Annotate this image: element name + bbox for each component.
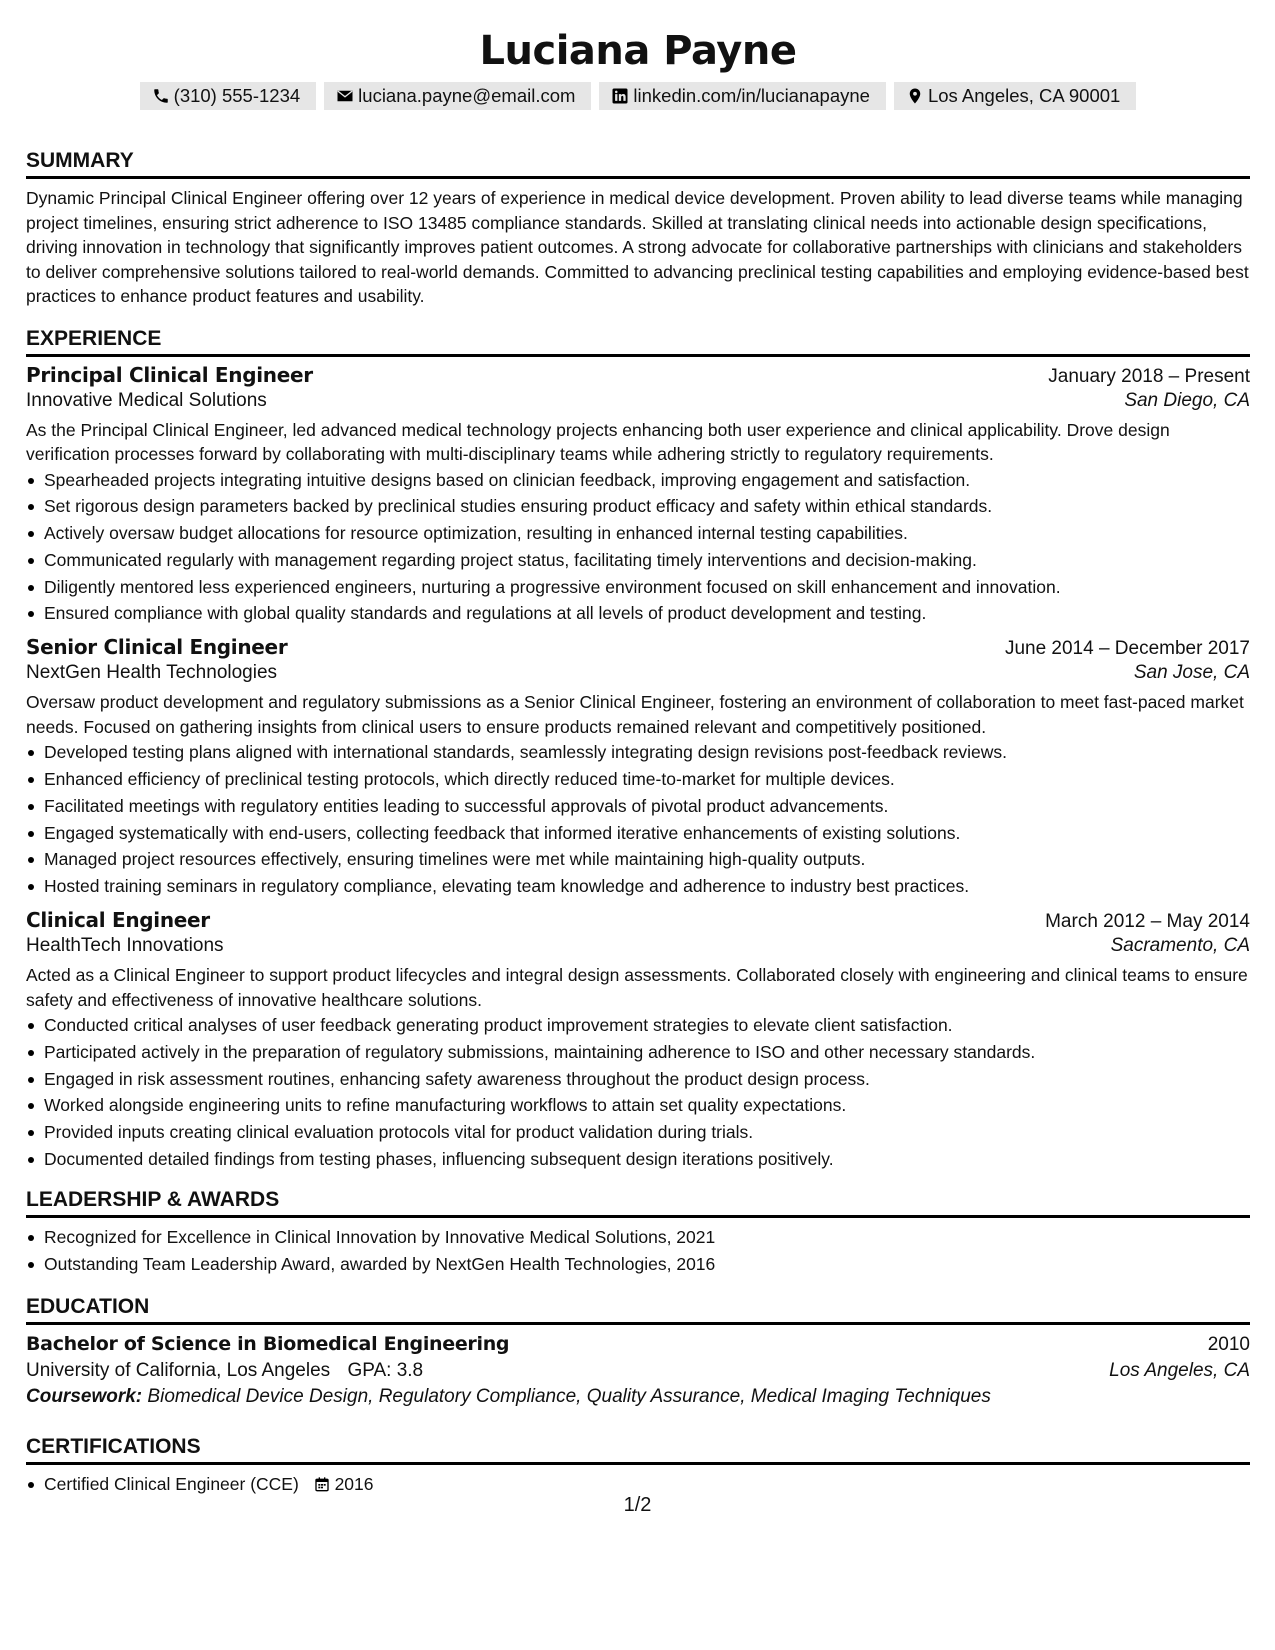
linkedin-text: linkedin.com/in/lucianapayne (633, 85, 870, 106)
list-item: Participated actively in the preparation of regulatory submissions, maintaining adherence to ISO and other necessary standards. (44, 1039, 1250, 1066)
list-item: Provided inputs creating clinical evaluation protocols vital for product validation during trials. (44, 1119, 1250, 1146)
list-item: Developed testing plans aligned with international standards, seamlessly integrating design revisions post-feedback reviews. (44, 739, 1250, 766)
coursework-label: Coursework: (26, 1386, 143, 1408)
education-subheader (26, 1360, 1250, 1382)
job-dates: March 2012 – May 2014 (1045, 911, 1250, 933)
section-divider (26, 1322, 1250, 1325)
job-description: Acted as a Clinical Engineer to support product lifecycles and integral design assessments. Collaborated closely with engineering and clinical teams to ensure safety and effectiveness of innovative healthcare solutions. (26, 965, 1248, 1010)
school-name: University of California, Los Angeles (26, 1360, 331, 1382)
list-item: Conducted critical analyses of user feedback generating product improvement strategies to elevate client satisfaction. (44, 1012, 1250, 1039)
job-subheader (26, 662, 1250, 684)
section-divider (26, 354, 1250, 357)
job-bullets (26, 467, 1250, 628)
section-title: SUMMARY (26, 149, 134, 172)
list-item: Engaged in risk assessment routines, enhancing safety awareness throughout the product design process. (44, 1066, 1250, 1093)
resume-page (26, 0, 1250, 1500)
summary-text: Dynamic Principal Clinical Engineer offering over 12 years of experience in medical device development. Proven ability to lead diverse teams while managing project timelines, ensuring strict adherence to ISO 13485 compliance standards. Skilled at translating clinical needs into actionable design specifications, driving innovation in technology that significantly improves patient outcomes. A strong advocate for collaborative partnerships with clinicians and stakeholders to deliver comprehensive solutions tailored to real-world demands. Committed to advancing preclinical testing capabilities and employing evidence-based best practices to enhance product features and usability. (26, 188, 1249, 306)
education-header (26, 1333, 1250, 1356)
certification-name: Certified Clinical Engineer (CCE) (44, 1474, 299, 1495)
job-description: Oversaw product development and regulatory submissions as a Senior Clinical Engineer, fostering an environment of collaboration to meet fast-paced market needs. Focused on gathering insights from clinical users to ensure products remained relevant and competitively positioned. (26, 692, 1244, 737)
phone-text: (310) 555-1234 (173, 85, 301, 106)
awards-list (26, 1224, 1250, 1278)
job-title: Principal Clinical Engineer (26, 362, 313, 387)
coursework-list: Biomedical Device Design, Regulatory Compliance, Quality Assurance, Medical Imaging Techniques (147, 1386, 991, 1408)
map-pin-icon (906, 87, 924, 105)
contact-phone[interactable] (140, 82, 317, 110)
list-item: Engaged systematically with end-users, collecting feedback that informed iterative enhancements of existing solutions. (44, 820, 1250, 847)
email-text: luciana.payne@email.com (358, 85, 576, 106)
certification-year: 2016 (334, 1474, 374, 1495)
job-bullets (26, 739, 1250, 900)
job-subheader (26, 390, 1250, 412)
section-title: CERTIFICATIONS (26, 1435, 201, 1459)
job-header (26, 908, 1250, 933)
education-section (26, 1292, 1250, 1408)
job-dates: June 2014 – December 2017 (1004, 638, 1250, 660)
job-dates: January 2018 – Present (1048, 365, 1250, 387)
job-location: San Jose, CA (1133, 662, 1250, 684)
contact-email[interactable] (324, 82, 591, 110)
section-divider (26, 1215, 1250, 1218)
job-entry (26, 908, 1250, 1173)
list-item: Facilitated meetings with regulatory entities leading to successful approvals of pivotal product advancements. (44, 793, 1250, 820)
list-item: Communicated regularly with management regarding project status, facilitating timely interventions and decision-making. (44, 547, 1250, 574)
job-header (26, 363, 1250, 388)
list-item: Diligently mentored less experienced engineers, nurturing a progressive environment focused on skill enhancement and innovation. (44, 574, 1250, 601)
section-title: EXPERIENCE (26, 326, 162, 350)
list-item: Worked alongside engineering units to refine manufacturing workflows to attain set quality expectations. (44, 1092, 1250, 1119)
section-title: LEADERSHIP & AWARDS (26, 1187, 280, 1211)
certifications-section (26, 1432, 1250, 1500)
experience-section (26, 324, 1250, 1173)
envelope-icon (336, 87, 354, 105)
summary-section (26, 146, 1250, 309)
job-entry (26, 635, 1250, 900)
list-item: Managed project resources effectively, ensuring timelines were met while maintaining high-quality outputs. (44, 846, 1250, 873)
coursework (26, 1386, 1250, 1408)
list-item: Documented detailed findings from testing phases, influencing subsequent design iterations positively. (44, 1146, 1250, 1173)
list-item: Recognized for Excellence in Clinical Innovation by Innovative Medical Solutions, 2021 (44, 1224, 1250, 1251)
leadership-section (26, 1185, 1250, 1278)
job-entry (26, 363, 1250, 628)
gpa: GPA: 3.8 (347, 1360, 424, 1382)
list-item: Enhanced efficiency of preclinical testing protocols, which directly reduced time-to-market for multiple devices. (44, 766, 1250, 793)
school-line (26, 1360, 423, 1382)
job-description: As the Principal Clinical Engineer, led advanced medical technology projects enhancing both user experience and clinical applicability. Drove design verification processes forward by collaborating with multi-disciplinary teams while adhering strictly to regulatory requirements. (26, 419, 1170, 464)
list-item: Actively oversaw budget allocations for resource optimization, resulting in enhanced internal testing capabilities. (44, 520, 1250, 547)
job-subheader (26, 935, 1250, 957)
job-company: HealthTech Innovations (26, 935, 224, 957)
list-item: Set rigorous design parameters backed by preclinical studies ensuring product efficacy and safety within ethical standards. (44, 493, 1250, 520)
job-location: San Diego, CA (1124, 389, 1250, 411)
school-location: Los Angeles, CA (1109, 1360, 1250, 1382)
section-divider (26, 1462, 1250, 1465)
section-divider (26, 176, 1250, 179)
job-bullets (26, 1012, 1250, 1173)
job-company: NextGen Health Technologies (26, 662, 278, 684)
list-item: Spearheaded projects integrating intuitive designs based on clinician feedback, improving engagement and satisfaction. (44, 467, 1250, 494)
section-title: EDUCATION (26, 1295, 150, 1319)
degree: Bachelor of Science in Biomedical Engineering (26, 1333, 510, 1356)
location-text: Los Angeles, CA 90001 (927, 85, 1121, 106)
contact-location (894, 82, 1136, 110)
phone-icon (152, 87, 170, 105)
job-header (26, 635, 1250, 660)
job-title: Clinical Engineer (26, 908, 210, 933)
page-number: 1/2 (623, 1494, 652, 1516)
list-item: Ensured compliance with global quality standards and regulations at all levels of product development and testing. (44, 600, 1250, 627)
job-location: Sacramento, CA (1110, 935, 1250, 957)
list-item: Outstanding Team Leadership Award, awarded by NextGen Health Technologies, 2016 (44, 1251, 1250, 1278)
contact-bar (26, 82, 1250, 110)
candidate-name: Luciana Payne (479, 28, 797, 74)
contact-linkedin[interactable] (599, 82, 886, 110)
graduation-year: 2010 (1207, 1334, 1250, 1356)
list-item: Hosted training seminars in regulatory compliance, elevating team knowledge and adherence to industry best practices. (44, 873, 1250, 900)
linkedin-icon (611, 87, 629, 105)
job-title: Senior Clinical Engineer (26, 635, 288, 660)
job-company: Innovative Medical Solutions (26, 389, 267, 411)
